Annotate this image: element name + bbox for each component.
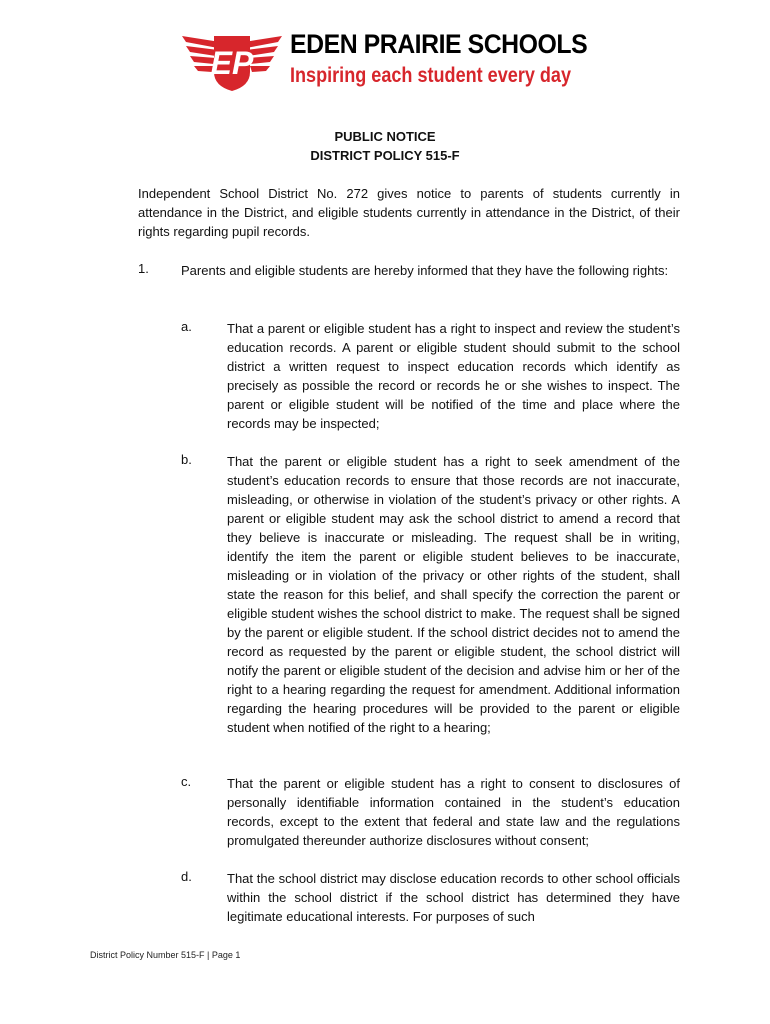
page-footer: District Policy Number 515-F | Page 1	[90, 950, 241, 960]
school-tagline: Inspiring each student every day	[290, 64, 572, 87]
item-1-text: Parents and eligible students are hereby informed that they have the following rights:	[181, 263, 669, 278]
subitem-b-text: That the parent or eligible student has a right to seek amendment of the student’s education records to ensure that those records are not inaccurate, misleading, or otherwise in violation of the student’s privacy or other rights. A parent or eligible student may ask the school district to amend a record that they believe is inaccurate or misleading. The request shall be in writing, identify the item the parent or eligible student believes to be inaccurate, misleading or in violation of the privacy or other rights of the student, shall state the reason for this belief, and shall specify the correction the parent or eligible student wishes the school district to make. The request shall be signed by the parent or eligible student. If the school district decides not to amend the record as requested by the parent or eligible student, the school district will notify the parent or eligible student of the decision and advise him or her of the right to a hearing regarding the request for amendment. Additional information regarding the hearing procedures will be provided to the parent or eligible student when notified of the right to a hearing;	[227, 454, 680, 735]
eden-prairie-winged-logo	[180, 28, 284, 92]
item-1-number: 1.	[138, 261, 149, 276]
subitem-c-label: c.	[181, 774, 192, 789]
letterhead	[180, 26, 600, 98]
intro-paragraph: Independent School District No. 272 gives notice to parents of students currently in attendance in the District, and eligible students currently in attendance in the District, of their rights regarding pupil records.	[138, 186, 680, 239]
subitem-d-text: That the school district may disclose education records to other school officials within the school district if the school district has determined they have legitimate educational interests. For purposes of such	[227, 871, 680, 924]
notice-title: PUBLIC NOTICE	[334, 129, 436, 144]
svg-text:EP: EP	[210, 45, 254, 81]
subitem-c-text: That the parent or eligible student has a right to consent to disclosures of personally identifiable information contained in the student’s education records, except to the extent that federal and state law and the regulations promulgated thereunder authorize disclosures without consent;	[227, 776, 680, 848]
subitem-d-label: d.	[181, 869, 192, 884]
subitem-a-text: That a parent or eligible student has a right to inspect and review the student’s education records. A parent or eligible student should submit to the school district a written request to inspect education records which identify as precisely as possible the record or records he or she wishes to inspect. The parent or eligible student will be notified of the time and place where the records may be inspected;	[227, 321, 680, 431]
school-name: EDEN PRAIRIE SCHOOLS	[290, 29, 588, 59]
subitem-a-label: a.	[181, 319, 192, 334]
subitem-b-label: b.	[181, 452, 192, 467]
notice-subtitle: DISTRICT POLICY 515-F	[310, 148, 460, 163]
